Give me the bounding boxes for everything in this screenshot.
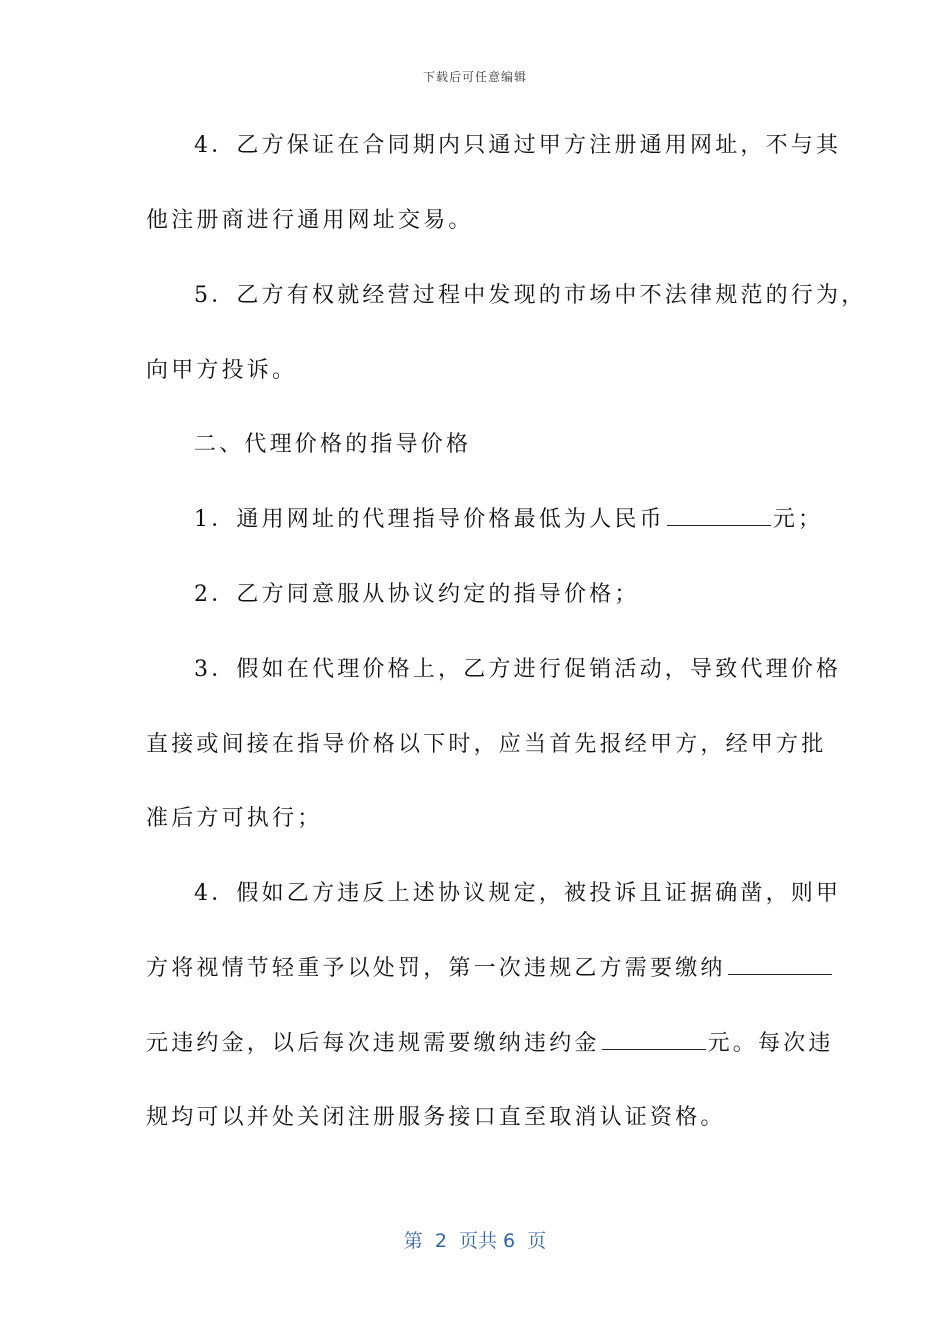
section-2-item-3-line-3: 准后方可执行；	[146, 806, 323, 831]
paragraph-5-line-1: 5．乙方有权就经营过程中发现的市场中不法律规范的行为，	[194, 283, 867, 308]
repeat-penalty-blank	[602, 1029, 706, 1050]
item-1-text: 1．通用网址的代理指导价格最低为人民币	[194, 507, 665, 532]
paragraph-5-line-2: 向甲方投诉。	[146, 358, 298, 383]
item-4-line-2-text: 方将视情节轻重予以处罚，第一次违规乙方需要缴纳	[146, 956, 726, 981]
section-2-item-4-line-1: 4．假如乙方违反上述协议规定，被投诉且证据确凿，则甲	[194, 881, 842, 906]
paragraph-4-line-1: 4．乙方保证在合同期内只通过甲方注册通用网址，不与其	[194, 133, 842, 158]
price-blank	[667, 505, 771, 526]
page-number-footer: 第 2 页共 6 页	[403, 1230, 547, 1252]
section-2-item-3-line-2: 直接或间接在指导价格以下时，应当首先报经甲方，经甲方批	[146, 732, 827, 757]
first-penalty-blank	[728, 954, 832, 975]
paragraph-4-line-2: 他注册商进行通用网址交易。	[146, 208, 474, 233]
item-1-unit: 元；	[772, 507, 824, 532]
header-note: 下载后可任意编辑	[422, 70, 527, 84]
section-2-item-2: 2．乙方同意服从协议约定的指导价格；	[194, 582, 640, 607]
item-4-line-3-text-b: 元。每次违	[707, 1031, 834, 1056]
section-2-item-4-line-3	[146, 1029, 834, 1059]
item-4-line-3-text-a: 元违约金，以后每次违规需要缴纳违约金	[146, 1031, 600, 1056]
section-2-item-1	[194, 505, 823, 535]
section-2-item-4-line-2	[146, 954, 834, 984]
section-2-item-3-line-1: 3．假如在代理价格上，乙方进行促销活动，导致代理价格	[194, 657, 842, 682]
section-2-heading: 二、代理价格的指导价格	[194, 432, 472, 457]
section-2-item-4-line-4: 规均可以并处关闭注册服务接口直至取消认证资格。	[146, 1105, 726, 1130]
